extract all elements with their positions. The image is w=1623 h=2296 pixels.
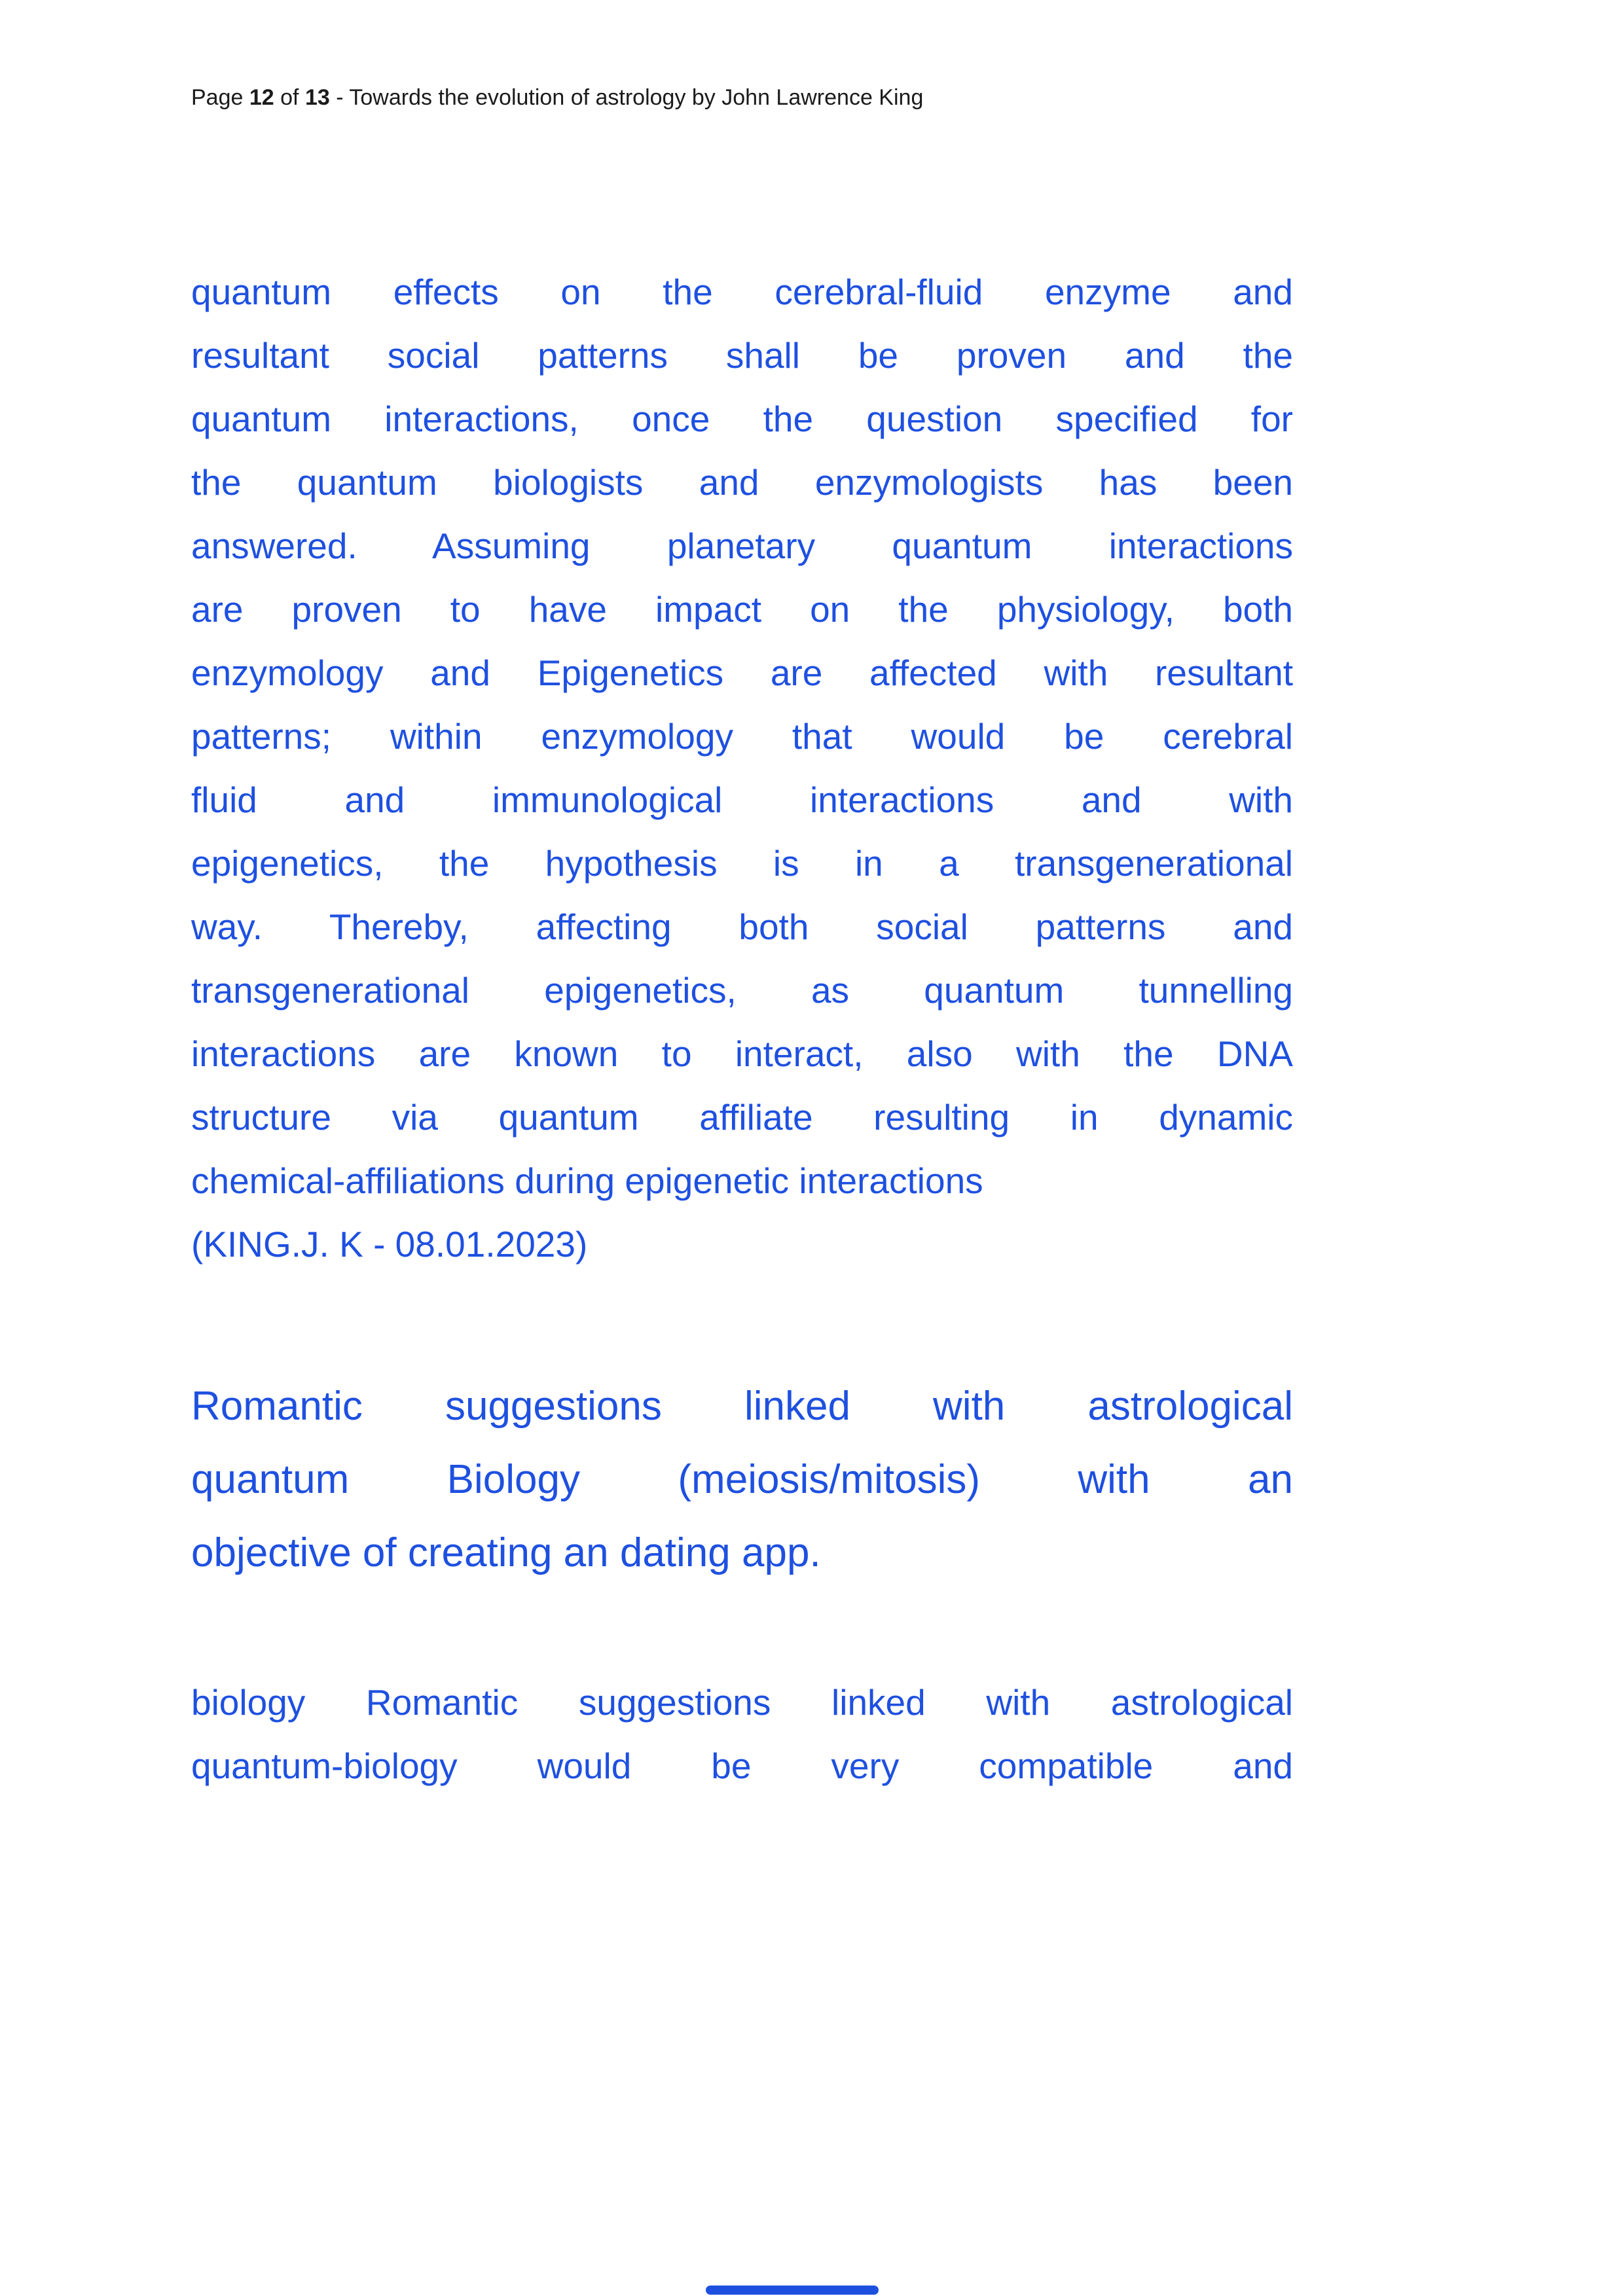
text-line: biology Romantic suggestions linked with astrological (191, 1682, 1293, 1723)
heading-line: Romantic suggestions linked with astrological (191, 1384, 1293, 1429)
page-header (191, 84, 923, 111)
heading-line: quantum Biology (meiosis/mitosis) with an (191, 1457, 1293, 1502)
header-page-number: 12 (249, 85, 274, 110)
header-page-word: Page (191, 85, 244, 110)
heading-line: objective of creating an dating app. (191, 1530, 821, 1575)
text-line: chemical-affiliations during epigenetic interactions (191, 1160, 983, 1201)
paragraph-quantum-effects (191, 260, 1293, 1276)
header-of-word: of (280, 85, 299, 110)
text-line: interactions are known to interact, also with the DNA (191, 1033, 1293, 1074)
bottom-blue-bar (706, 2286, 879, 2295)
section-heading (191, 1370, 1293, 1590)
text-line: are proven to have impact on the physiology, both (191, 589, 1293, 630)
text-line: structure via quantum affiliate resulting in dynamic (191, 1097, 1293, 1138)
text-line: transgenerational epigenetics, as quantum tunnelling (191, 970, 1293, 1011)
citation-line: (KING.J. K - 08.01.2023) (191, 1224, 588, 1265)
text-line: the quantum biologists and enzymologists has been (191, 462, 1293, 503)
header-total-pages: 13 (304, 85, 330, 110)
text-line: answered. Assuming planetary quantum interactions (191, 526, 1293, 566)
text-line: quantum interactions, once the question specified for (191, 399, 1293, 439)
text-line: quantum-biology would be very compatible and (191, 1746, 1293, 1786)
text-line: patterns; within enzymology that would be cerebral (191, 716, 1293, 757)
text-line: enzymology and Epigenetics are affected with resultant (191, 653, 1293, 693)
text-line: epigenetics, the hypothesis is in a transgenerational (191, 843, 1293, 884)
text-line: way. Thereby, affecting both social patterns and (191, 906, 1293, 947)
paragraph-biology-romantic (191, 1671, 1293, 1798)
text-line: quantum effects on the cerebral-fluid enzyme and (191, 272, 1293, 312)
text-line: fluid and immunological interactions and with (191, 780, 1293, 820)
text-line: resultant social patterns shall be proven and the (191, 335, 1293, 376)
header-document-title: - Towards the evolution of astrology by John Lawrence King (336, 85, 924, 110)
